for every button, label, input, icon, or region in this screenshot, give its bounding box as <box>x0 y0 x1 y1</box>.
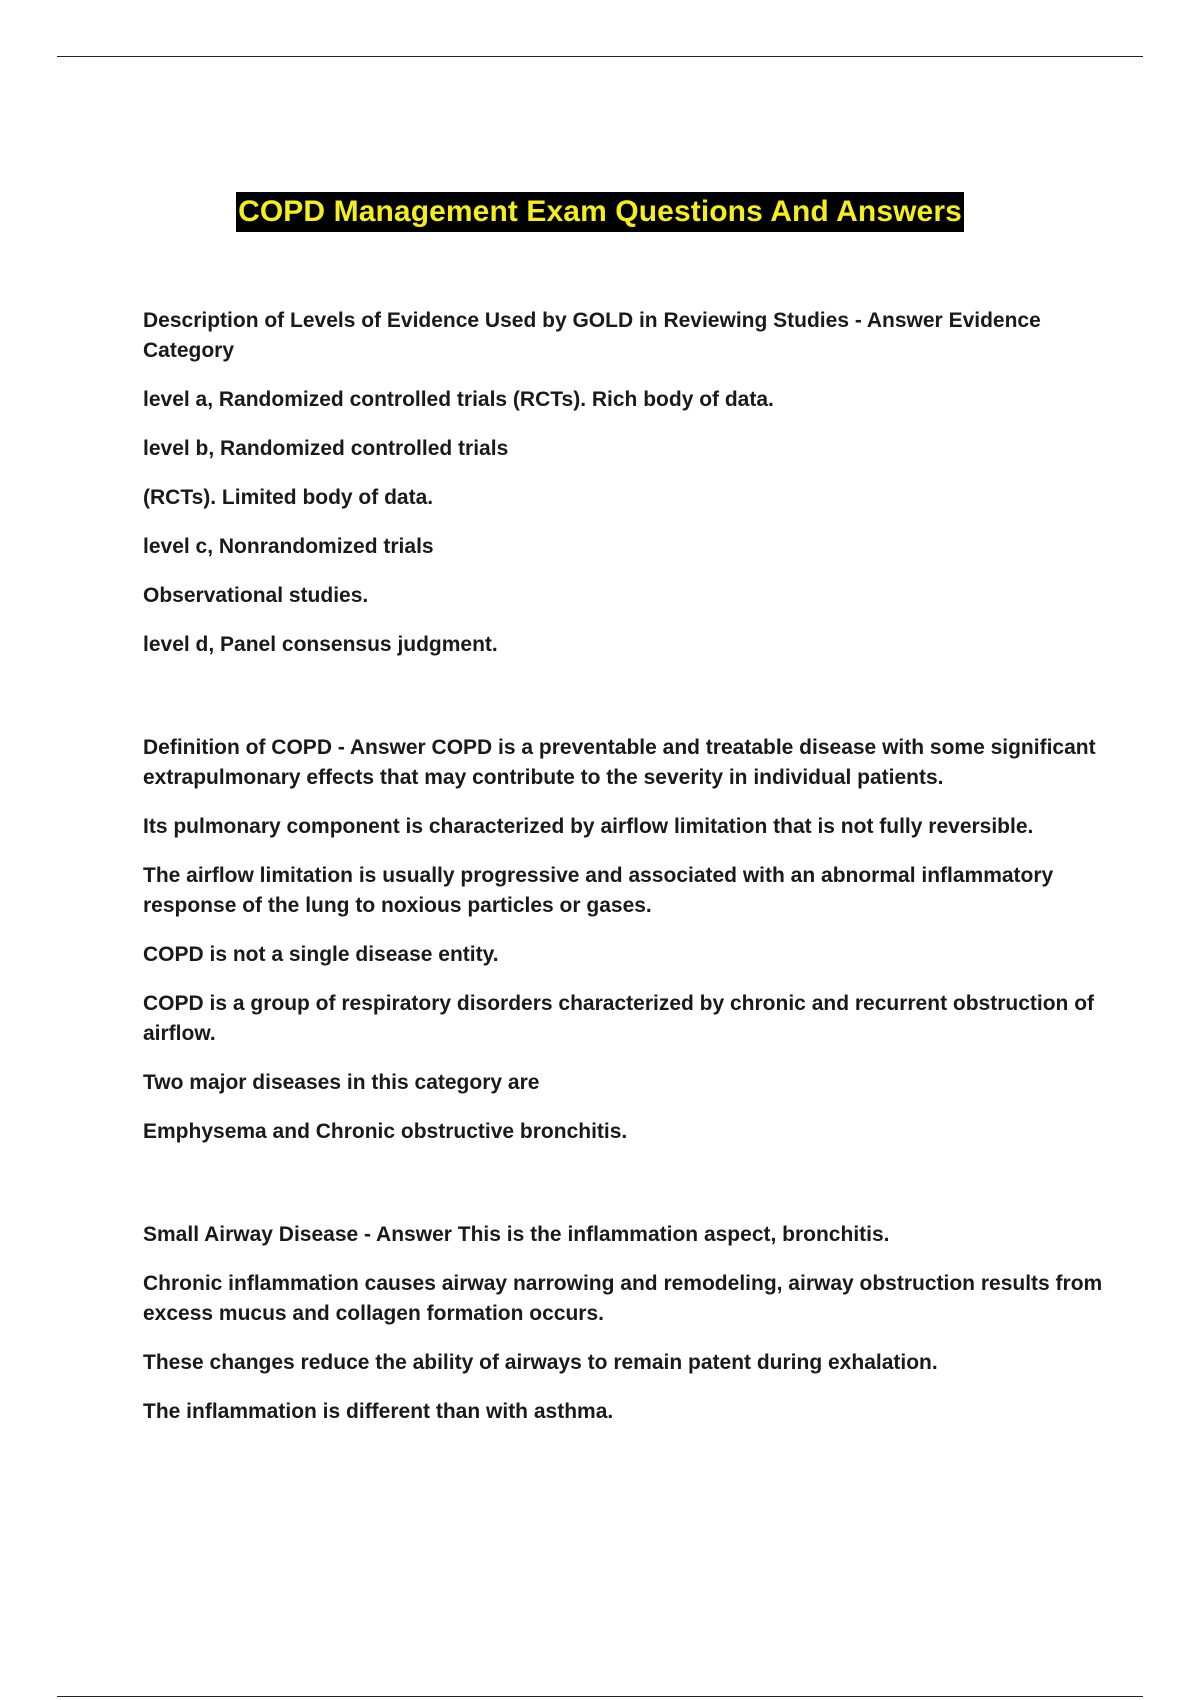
page-top-rule <box>57 56 1143 57</box>
qa-section-copd-definition <box>143 733 1103 1147</box>
document-title: COPD Management Exam Questions And Answers <box>236 192 964 232</box>
answer-paragraph: COPD is not a single disease entity. <box>143 943 499 966</box>
title-container <box>0 192 1200 232</box>
answer-paragraph: (RCTs). Limited body of data. <box>143 486 434 509</box>
question-paragraph: Small Airway Disease - Answer This is the inflammation aspect, bronchitis. <box>143 1223 890 1246</box>
answer-paragraph: level d, Panel consensus judgment. <box>143 633 498 656</box>
answer-paragraph: Chronic inflammation causes airway narrowing and remodeling, airway obstruction results from excess mucus and collagen formation occurs. <box>143 1272 1103 1325</box>
question-paragraph: Definition of COPD - Answer COPD is a preventable and treatable disease with some significant extrapulmonary effects that may contribute to the severity in individual patients. <box>143 736 1096 789</box>
answer-paragraph: COPD is a group of respiratory disorders characterized by chronic and recurrent obstruction of airflow. <box>143 992 1095 1045</box>
answer-paragraph: level b, Randomized controlled trials <box>143 437 509 460</box>
answer-paragraph: Observational studies. <box>143 584 369 607</box>
answer-paragraph: level c, Nonrandomized trials <box>143 535 434 558</box>
answer-paragraph: The airflow limitation is usually progressive and associated with an abnormal inflammatory response of the lung to noxious particles or gases. <box>143 864 1054 917</box>
question-paragraph: Description of Levels of Evidence Used by GOLD in Reviewing Studies - Answer Evidence Category <box>143 309 1041 362</box>
document-body <box>143 306 1103 1446</box>
qa-section-evidence-levels <box>143 306 1103 660</box>
answer-paragraph: Its pulmonary component is characterized by airflow limitation that is not fully reversible. <box>143 815 1034 838</box>
answer-paragraph: level a, Randomized controlled trials (RCTs). Rich body of data. <box>143 388 774 411</box>
answer-paragraph: These changes reduce the ability of airways to remain patent during exhalation. <box>143 1351 938 1374</box>
page-bottom-rule <box>57 1696 1143 1697</box>
qa-section-small-airway-disease <box>143 1220 1103 1427</box>
answer-paragraph: The inflammation is different than with asthma. <box>143 1400 614 1423</box>
answer-paragraph: Emphysema and Chronic obstructive bronchitis. <box>143 1120 628 1143</box>
answer-paragraph: Two major diseases in this category are <box>143 1071 540 1094</box>
